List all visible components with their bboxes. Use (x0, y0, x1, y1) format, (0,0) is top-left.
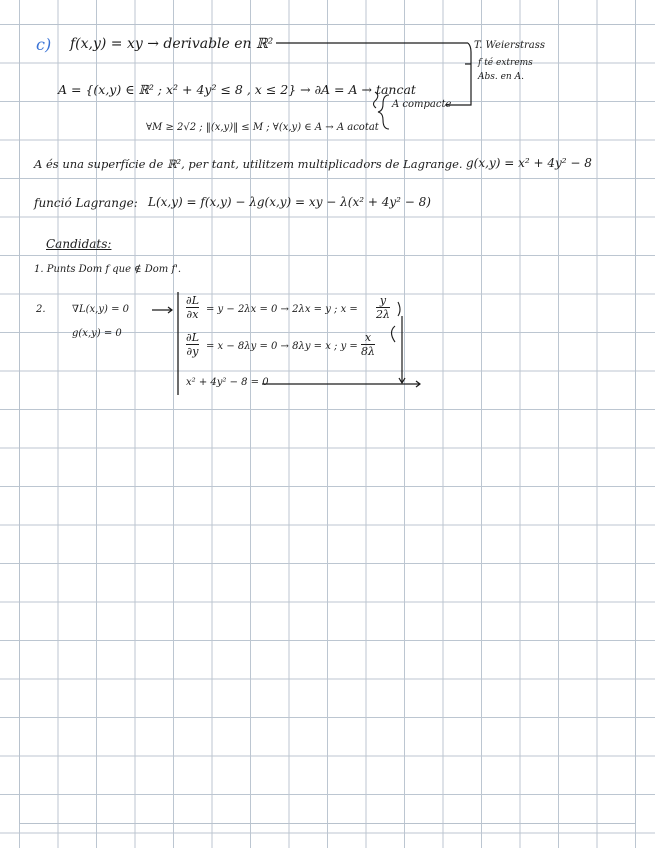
lagrange-function: L(x,y) = f(x,y) − λg(x,y) = xy − λ(x² + 4y² − 8) (148, 195, 431, 209)
compacte-note: A compacte (392, 99, 452, 110)
gradient-condition: ∇L(x,y) = 0 (72, 304, 129, 315)
bounded-statement: ∀M ≥ 2√2 ; ‖(x,y)‖ ≤ M ; ∀(x,y) ∈ A → A acotat (146, 122, 379, 133)
partial-x-equation: = y − 2λx = 0 → 2λx = y ; x = (206, 304, 358, 315)
x-solution-denominator: 2λ (376, 308, 390, 321)
partial-x-denominator: ∂x (186, 308, 199, 321)
y-solution-denominator: 8λ (361, 345, 375, 358)
set-definition: A = {(x,y) ∈ ℝ² ; x² + 4y² ≤ 8 , x ≤ 2} → ∂A = A → tancat (58, 82, 416, 97)
constraint-condition: g(x,y) = 0 (72, 328, 122, 339)
constraint-equation: x² + 4y² − 8 = 0 (186, 377, 269, 388)
candidate-item-2-number: 2. (36, 304, 46, 315)
weierstrass-note-2: Abs. en A. (478, 72, 524, 82)
x-solution-numerator: y (379, 294, 387, 307)
y-solution-numerator: x (364, 331, 372, 344)
candidats-heading: Candidats: (46, 237, 112, 251)
partial-x-numerator: ∂L (186, 294, 199, 307)
weierstrass-title: T. Weierstrass (474, 40, 545, 51)
lagrange-label: funció Lagrange: (34, 196, 138, 210)
surface-statement: A és una superfície de ℝ², per tant, utilitzem multiplicadors de Lagrange. (34, 157, 463, 171)
candidate-item-1: 1. Punts Dom f que ∉ Dom f'. (34, 264, 182, 275)
constraint-function: g(x,y) = x² + 4y² − 8 (466, 156, 592, 170)
function-definition: f(x,y) = xy → derivable en ℝ² (70, 36, 274, 52)
partial-y-equation: = x − 8λy = 0 → 8λy = x ; y = (206, 341, 358, 352)
partial-y-numerator: ∂L (186, 331, 199, 344)
partial-y-fraction (186, 332, 199, 357)
x-solution-fraction (376, 295, 390, 320)
partial-y-denominator: ∂y (186, 345, 199, 358)
partial-x-fraction (186, 295, 199, 320)
weierstrass-note-1: f té extrems (478, 58, 533, 68)
part-label: c) (36, 35, 52, 54)
y-solution-fraction (361, 332, 375, 357)
